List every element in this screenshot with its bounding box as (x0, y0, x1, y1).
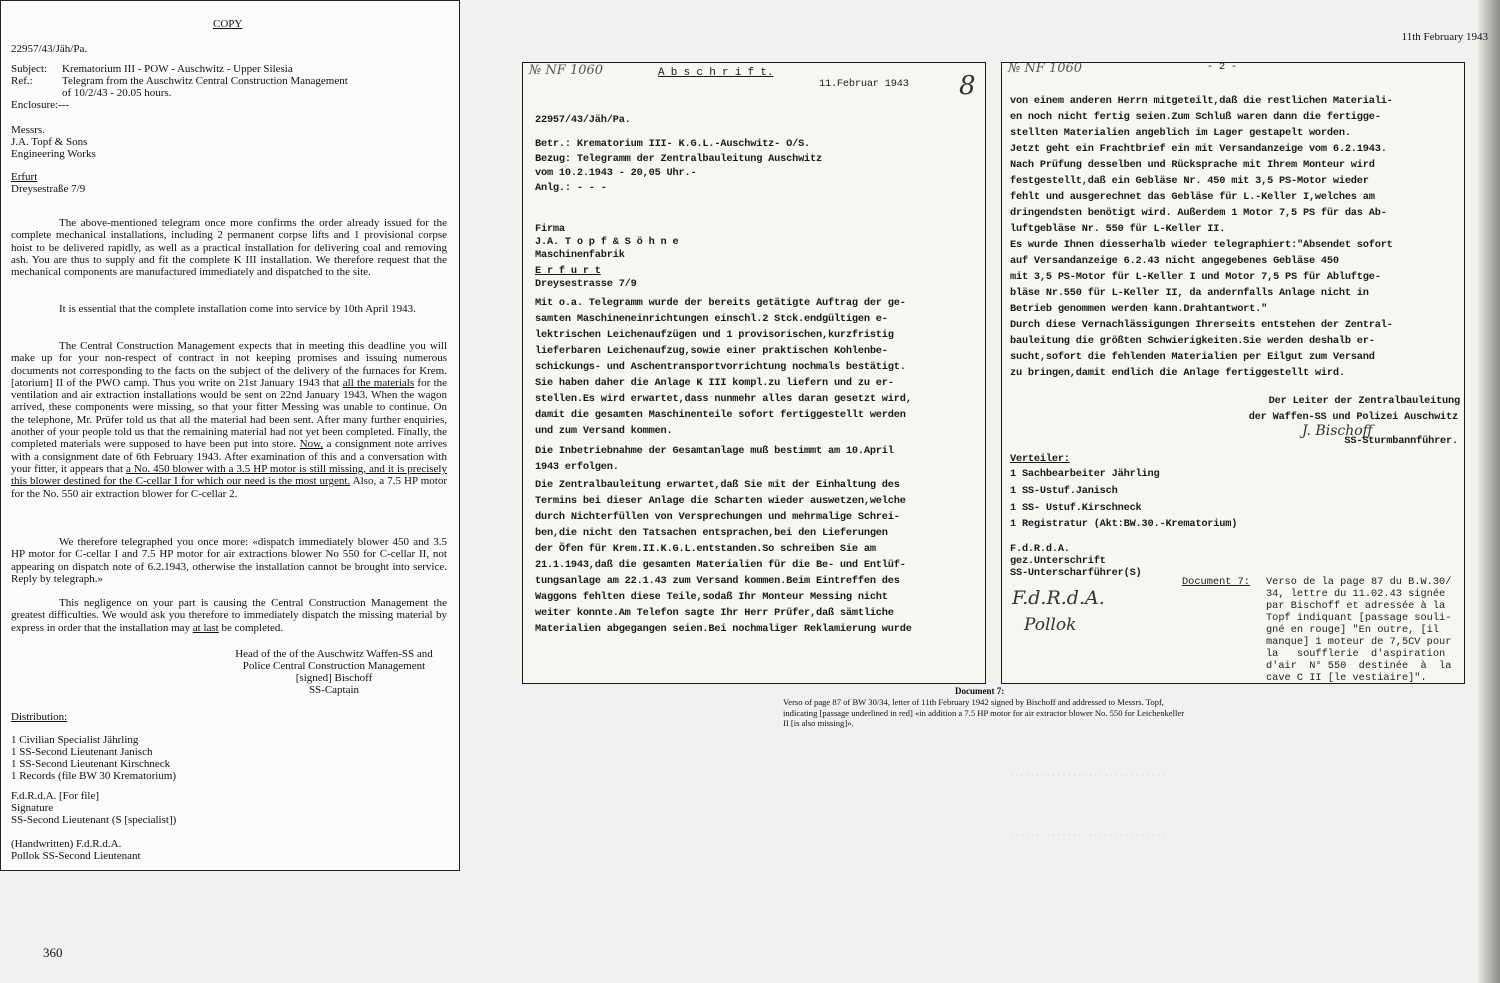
scan-line: vom 10.2.1943 - 20,05 Uhr.- (535, 167, 697, 179)
scan-line: ben,die nicht den Tatsachen entsprachen,bei den Lieferungen (535, 527, 888, 539)
french-note-line: manque] 1 moteur de 7,5CV pour (1266, 636, 1452, 648)
scan-line: Termins bei dieser Anlage die Scharten wieder auswetzen,welche (535, 495, 906, 507)
scan-line: J.A. T o p f & S ö h n e (535, 236, 679, 248)
scan-line: stellen.Es wird erwartet,dass nunmehr alles daran gesetzt wird, (535, 393, 912, 405)
ref-line: Telegram from the Auschwitz Central Construction Management (62, 75, 348, 87)
underlined-text: all the materials (342, 376, 415, 389)
distribution-item: 1 Civilian Specialist Jährling (11, 734, 139, 746)
scan-line: E r f u r t (535, 265, 601, 277)
french-note-line: 34, lettre du 11.02.43 signée (1266, 588, 1446, 600)
handwritten-signature: J. Bischoff (1302, 423, 1373, 439)
scan-line: Anlg.: - - - (535, 182, 607, 194)
copy-heading: COPY (213, 18, 243, 30)
scan-line: 22957/43/Jäh/Pa. (535, 114, 631, 126)
scan-signature: Der Leiter der Zentralbauleitung (1268, 395, 1460, 407)
paragraph: We therefore telegraphed you once more: «dispatch immediately blower 450 and 3.5 HP motor for C-cellar I and 7.5 HP motor for air extractions blower No 550 for C-cellar II, not appearing on dispatch note of 6.2.1943, otherwise the installation cannot be brought into service. Reply by telegraph.» (11, 536, 447, 585)
french-note-line: Topf indiquant [passage souli- (1266, 612, 1452, 624)
fdrda-line: SS-Unterscharführer(S) (1010, 567, 1142, 579)
distribution-item: 1 SS-Second Lieutenant Kirschneck (11, 758, 171, 770)
french-note-line: cave C II [le vestiaire]". (1266, 672, 1427, 684)
scan-line: damit die gesamten Maschinenteile sofort fertiggestellt werden (535, 409, 906, 421)
original-document-page-2 (1001, 62, 1465, 684)
paragraph-text: The Central Construction Management expects that in meeting this deadline you will make up for your non-respect of contract in not keeping promises and issuing numerous documents not corresponding to the facts on the subject of the delivery of the furnaces for Krem.[atorium] II of the PWO camp. Thus you write on 21st January 1943 that (11, 340, 447, 389)
scan-line: weiter konnte.Am Telefon sagte Ihr Herr Prüfer,daß sämtliche (535, 607, 894, 619)
scan-line: Die Inbetriebnahme der Gesamtanlage muß bestimmt am 10.April (535, 445, 894, 457)
paragraph-text: Also, a 7.5 HP motor for the No. 550 air extraction blower for C-cellar 2. (11, 475, 447, 500)
paragraph-text: This negligence on your part is causing the Central Construction Management the greatest difficulties. We would ask you therefore to immediately dispatch the missing material by express in order that the installation may (11, 597, 447, 634)
paragraph-text: for the ventilation and air extraction installations would be sent on 22nd January 1943. When the wagon arrived, these components were missing, so that your fitter Messing was unable to continue. On the telephone, Mr. Prüfer told us that all the material had been sent. After many further enquiries, another of your people told us that the remaining material had not yet been completed. Finally, the completed materials were supposed to have been put into store. (11, 376, 448, 451)
handwritten-name: Pollok (1024, 615, 1077, 635)
scan-line: 21.1.1943,daß die gesamten Materialien für die Be- und Entlüf- (535, 559, 906, 571)
verteiler-item: 1 SS-Ustuf.Janisch (1010, 485, 1118, 497)
addressee-city: Erfurt (11, 171, 38, 183)
fdrda-line: F.d.R.d.A. (1010, 543, 1070, 555)
paragraph (11, 597, 447, 634)
scan-line: Waggons fehlten diese Teile,sodaß Ihr Monteur Messing nicht (535, 591, 888, 603)
underlined-text: at last (192, 621, 219, 634)
addressee-line: J.A. Topf & Sons (11, 136, 88, 148)
scan-line: en noch nicht fertig seien.Zum Schluß waren dann die fertigge- (1010, 111, 1381, 123)
verteiler-label: Verteiler: (1010, 453, 1070, 465)
underlined-text: Now, (299, 438, 324, 451)
scan-line: luftgebläse Nr. 550 für L-Keller II. (1010, 223, 1226, 235)
scan-line: lieferbaren Leichenaufzug,sowie einer praktischen Kohlenbe- (535, 345, 888, 357)
scan-line: festgestellt,daß ein Gebläse Nr. 450 mit 3,5 PS-Motor wieder (1010, 175, 1369, 187)
bleed-through-text: · · · · · · · · · · · · · · · · · · · · · · · · · · · · · · (1010, 830, 1166, 840)
french-note-line: d'air N° 550 destinée à la (1266, 660, 1452, 672)
page-number: 360 (43, 945, 63, 960)
scan-line: 1943 erfolgen. (535, 461, 619, 473)
french-note-line: par Bischoff et adressée à la (1266, 600, 1446, 612)
letter-date: 11th February 1943 (1401, 31, 1488, 43)
scan-signature: SS-Sturmbannführer. (1344, 435, 1458, 447)
scan-line: schickungs- und Aschentransportvorrichtung nochmals bestätigt. (535, 361, 906, 373)
ref-line: of 10/2/43 - 20.05 hours. (62, 87, 172, 99)
scan-date: 11.Februar 1943 (819, 78, 909, 90)
scan-line: und zum Versand kommen. (535, 425, 673, 437)
distribution-item: 1 Records (file BW 30 Krematorium) (11, 770, 177, 782)
french-note-line: la soufflerie d'aspiration (1266, 648, 1446, 660)
footer-line: Signature (11, 802, 54, 814)
abschrift-title: A b s c h r i f t. (658, 67, 774, 79)
scan-line: Es wurde Ihnen diesserhalb wieder telegraphiert:"Absendet sofort (1010, 239, 1393, 251)
underlined-text: a No. 450 blower with a 3.5 HP motor is still missing, and it is precisely this blower destined for the C-cellar I for which our need is the most urgent. (11, 462, 447, 488)
addressee-street: Dreysestraße 7/9 (11, 183, 86, 195)
bleed-through-text: · · · · · · · · · · · · · · · · · · · · · · · · · · · · · · (1010, 770, 1166, 780)
subject-label: Subject: (11, 63, 48, 75)
scan-line: Betr.: Krematorium III- K.G.L.-Auschwitz- O/S. (535, 138, 811, 150)
scan-line: Jetzt geht ein Frachtbrief ein mit Versandanzeige vom 6.2.1943. (1010, 143, 1387, 155)
scan-line: durch Nichterfüllen von Versprechungen und mehrmalige Schrei- (535, 511, 900, 523)
scan-line: Sie haben daher die Anlage K III kompl.zu liefern und zu er- (535, 377, 894, 389)
original-document-page-1 (522, 62, 986, 684)
fdrda-line: gez.Unterschrift (1010, 555, 1106, 567)
scan-line: Nach Prüfung desselben und Rücksprache mit Ihrem Monteur wird (1010, 159, 1375, 171)
paragraph-text: a consignment note arrives with a consignment date of 6th February 1943. After examination of this and a conversation with your fitter, it appears that (11, 438, 447, 475)
scan-line: von einem anderen Herrn mitgeteilt,daß die restlichen Materiali- (1010, 95, 1393, 107)
subject-text: Krematorium III - POW - Auschwitz - Upper Silesia (62, 63, 293, 75)
scan-line: der Öfen für Krem.II.K.G.L.entstanden.So schreiben Sie am (535, 543, 876, 555)
reference-number: 22957/43/Jäh/Pa. (11, 43, 88, 55)
paragraph: It is essential that the complete installation come into service by 10th April 1943. (59, 303, 416, 315)
verteiler-item: 1 SS- Ustuf.Kirschneck (1010, 502, 1142, 514)
distribution-label: Distribution: (11, 711, 68, 723)
caption-title: Document 7: (955, 686, 1005, 696)
scan-line: mit 3,5 PS-Motor für L-Keller I und Motor 7,5 PS für Abluftge- (1010, 271, 1381, 283)
scan-line: dringendsten benötigt wird. Außerdem 1 Motor 7,5 PS für das Ab- (1010, 207, 1387, 219)
footer-line: SS-Second Lieutenant (S [specialist]) (11, 814, 177, 826)
scan-line: samten Maschineneinrichtungen einschl.2 Stck.endgültigen e- (535, 313, 888, 325)
page-gutter-shadow (1478, 0, 1500, 983)
signature-line: [signed] Bischoff (295, 672, 373, 684)
archive-stamp: № NF 1060 (529, 63, 604, 78)
scan-line: sucht,sofort die fehlenden Materialien per Eilgut zum Versand (1010, 351, 1375, 363)
signature-line: Head of the of the Auschwitz Waffen-SS and (235, 648, 433, 660)
paragraph (11, 340, 447, 500)
paragraph-text: be completed. (218, 621, 284, 634)
signature-line: SS-Captain (308, 684, 360, 696)
footer-line: (Handwritten) F.d.R.d.A. (11, 838, 122, 850)
french-note-line: Verso de la page 87 du B.W.30/ (1266, 576, 1452, 588)
scan-line: auf Versandanzeige 6.2.43 nicht angegebenes Gebläse 450 (1010, 255, 1339, 267)
verteiler-item: 1 Sachbearbeiter Jährling (1010, 468, 1160, 480)
scan-line: zu bringen,damit endlich die Anlage fertiggestellt wird. (1010, 367, 1345, 379)
handwritten-fdrda: F.d.R.d.A. (1012, 587, 1105, 609)
french-note-line: gné en rouge] "En outre, [il (1266, 624, 1440, 636)
scan-line: stellten Materialien angeblich im Lager gestapelt worden. (1010, 127, 1351, 139)
paragraph: The above-mentioned telegram once more confirms the order already issued for the complete mechanical installations, including 2 permanent corpse lifts and 1 provisional corpse hoist to be delivered rapidly, as well as a practical installation for delivering coal and removing ash. You are thus to supply and fit the complete K III installation. We therefore request that the mechanical components are manufactured immediately and dispatched to the site. (11, 217, 447, 279)
archive-stamp: № NF 1060 (1008, 62, 1083, 76)
ref-label: Ref.: (11, 75, 33, 87)
addressee-line: Messrs. (11, 124, 45, 136)
footer-line: Pollok SS-Second Lieutenant (11, 850, 141, 862)
caption-text: Verso of page 87 of BW 30/34, letter of 11th February 1942 signed by Bischoff and addressed to Messrs. Topf, indicating [passage underlined in red] «in addition a 7.5 HP motor for air extractor blower No. 550 for Leichenkeller II [is also missing]». (783, 697, 1185, 728)
distribution-item: 1 SS-Second Lieutenant Janisch (11, 746, 153, 758)
verteiler-item: 1 Registratur (Akt:BW.30.-Krematorium) (1010, 518, 1238, 530)
enclosure: Enclosure:--- (11, 99, 70, 111)
signature-line: Police Central Construction Management (242, 660, 426, 672)
scan-line: bläse Nr.550 für L-Keller II, da andernfalls Anlage nicht in (1010, 287, 1369, 299)
scan-line: Dreysestrasse 7/9 (535, 278, 637, 290)
scan-line: Bezug: Telegramm der Zentralbauleitung Auschwitz (535, 153, 822, 165)
scan-line: Firma (535, 223, 565, 235)
page-mark: - 2 - (1207, 62, 1237, 73)
scan-line: lektrischen Leichenaufzügen und 1 provisorischen,kurzfristig (535, 329, 894, 341)
handwritten-mark: 8 (959, 71, 976, 101)
scan-line: Betrieb genommen werden kann.Drahtantwort." (1010, 303, 1268, 315)
scan-line: Die Zentralbauleitung erwartet,daß Sie mit der Einhaltung des (535, 479, 900, 491)
scan-line: Maschinenfabrik (535, 249, 625, 261)
addressee-line: Engineering Works (11, 148, 96, 160)
document-label: Document 7: (1182, 576, 1250, 588)
scan-line: Durch diese Vernachlässigungen Ihrerseits entstehen der Zentral- (1010, 319, 1393, 331)
scan-line: bauleitung die größten Schwierigkeiten.Sie werden deshalb er- (1010, 335, 1375, 347)
scan-line: Materialien abgegangen seien.Bei nochmaliger Reklamierung wurde (535, 623, 912, 635)
scan-line: tungsanlage am 22.1.43 zum Versand kommen.Beim Eintreffen des (535, 575, 900, 587)
footer-line: F.d.R.d.A. [For file] (11, 790, 100, 802)
scan-line: Mit o.a. Telegramm wurde der bereits getätigte Auftrag der ge- (535, 297, 906, 309)
scan-signature: der Waffen-SS und Polizei Auschwitz (1248, 411, 1458, 423)
scan-line: fehlt und ausgerechnet das Gebläse für L.-Keller I,welches am (1010, 191, 1375, 203)
